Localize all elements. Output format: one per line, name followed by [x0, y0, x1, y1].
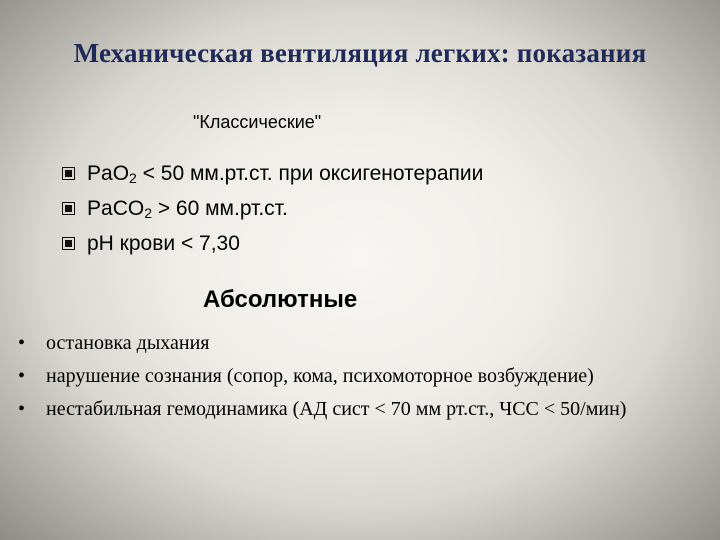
item-text: PaO$_2$ < 50 мм.рт.ст. при оксигенотерапии	[87, 161, 484, 186]
absolute-item	[18, 396, 678, 422]
square-bullet-icon	[62, 237, 75, 250]
bullet-dot: •	[18, 398, 26, 420]
absolute-item-text: нарушение сознания (сопор, кома, психомоторное возбуждение)	[46, 365, 594, 387]
classic-indications-list	[62, 156, 483, 261]
classic-item-paco2	[62, 191, 483, 226]
classic-heading: "Классические"	[193, 112, 322, 132]
absolute-indications-list	[18, 330, 678, 429]
absolute-item-text: остановка дыхания	[46, 332, 210, 354]
classic-item-ph	[62, 226, 483, 261]
bullet-dot: •	[18, 365, 26, 387]
classic-item-pao2	[62, 156, 483, 191]
absolute-heading: Абсолютные	[203, 286, 358, 313]
slide-title: Механическая вентиляция легких: показания	[73, 38, 647, 68]
square-bullet-icon	[62, 167, 75, 180]
item-text: PaCO$_2$ > 60 мм.рт.ст.	[87, 196, 288, 221]
absolute-item	[18, 330, 678, 356]
absolute-item	[18, 363, 678, 389]
bullet-dot: •	[18, 332, 26, 354]
absolute-item-text: нестабильная гемодинамика (АД сист < 70 мм рт.ст., ЧСС < 50/мин)	[46, 398, 627, 420]
item-text: pH крови < 7,30	[87, 231, 240, 255]
square-bullet-icon	[62, 202, 75, 215]
